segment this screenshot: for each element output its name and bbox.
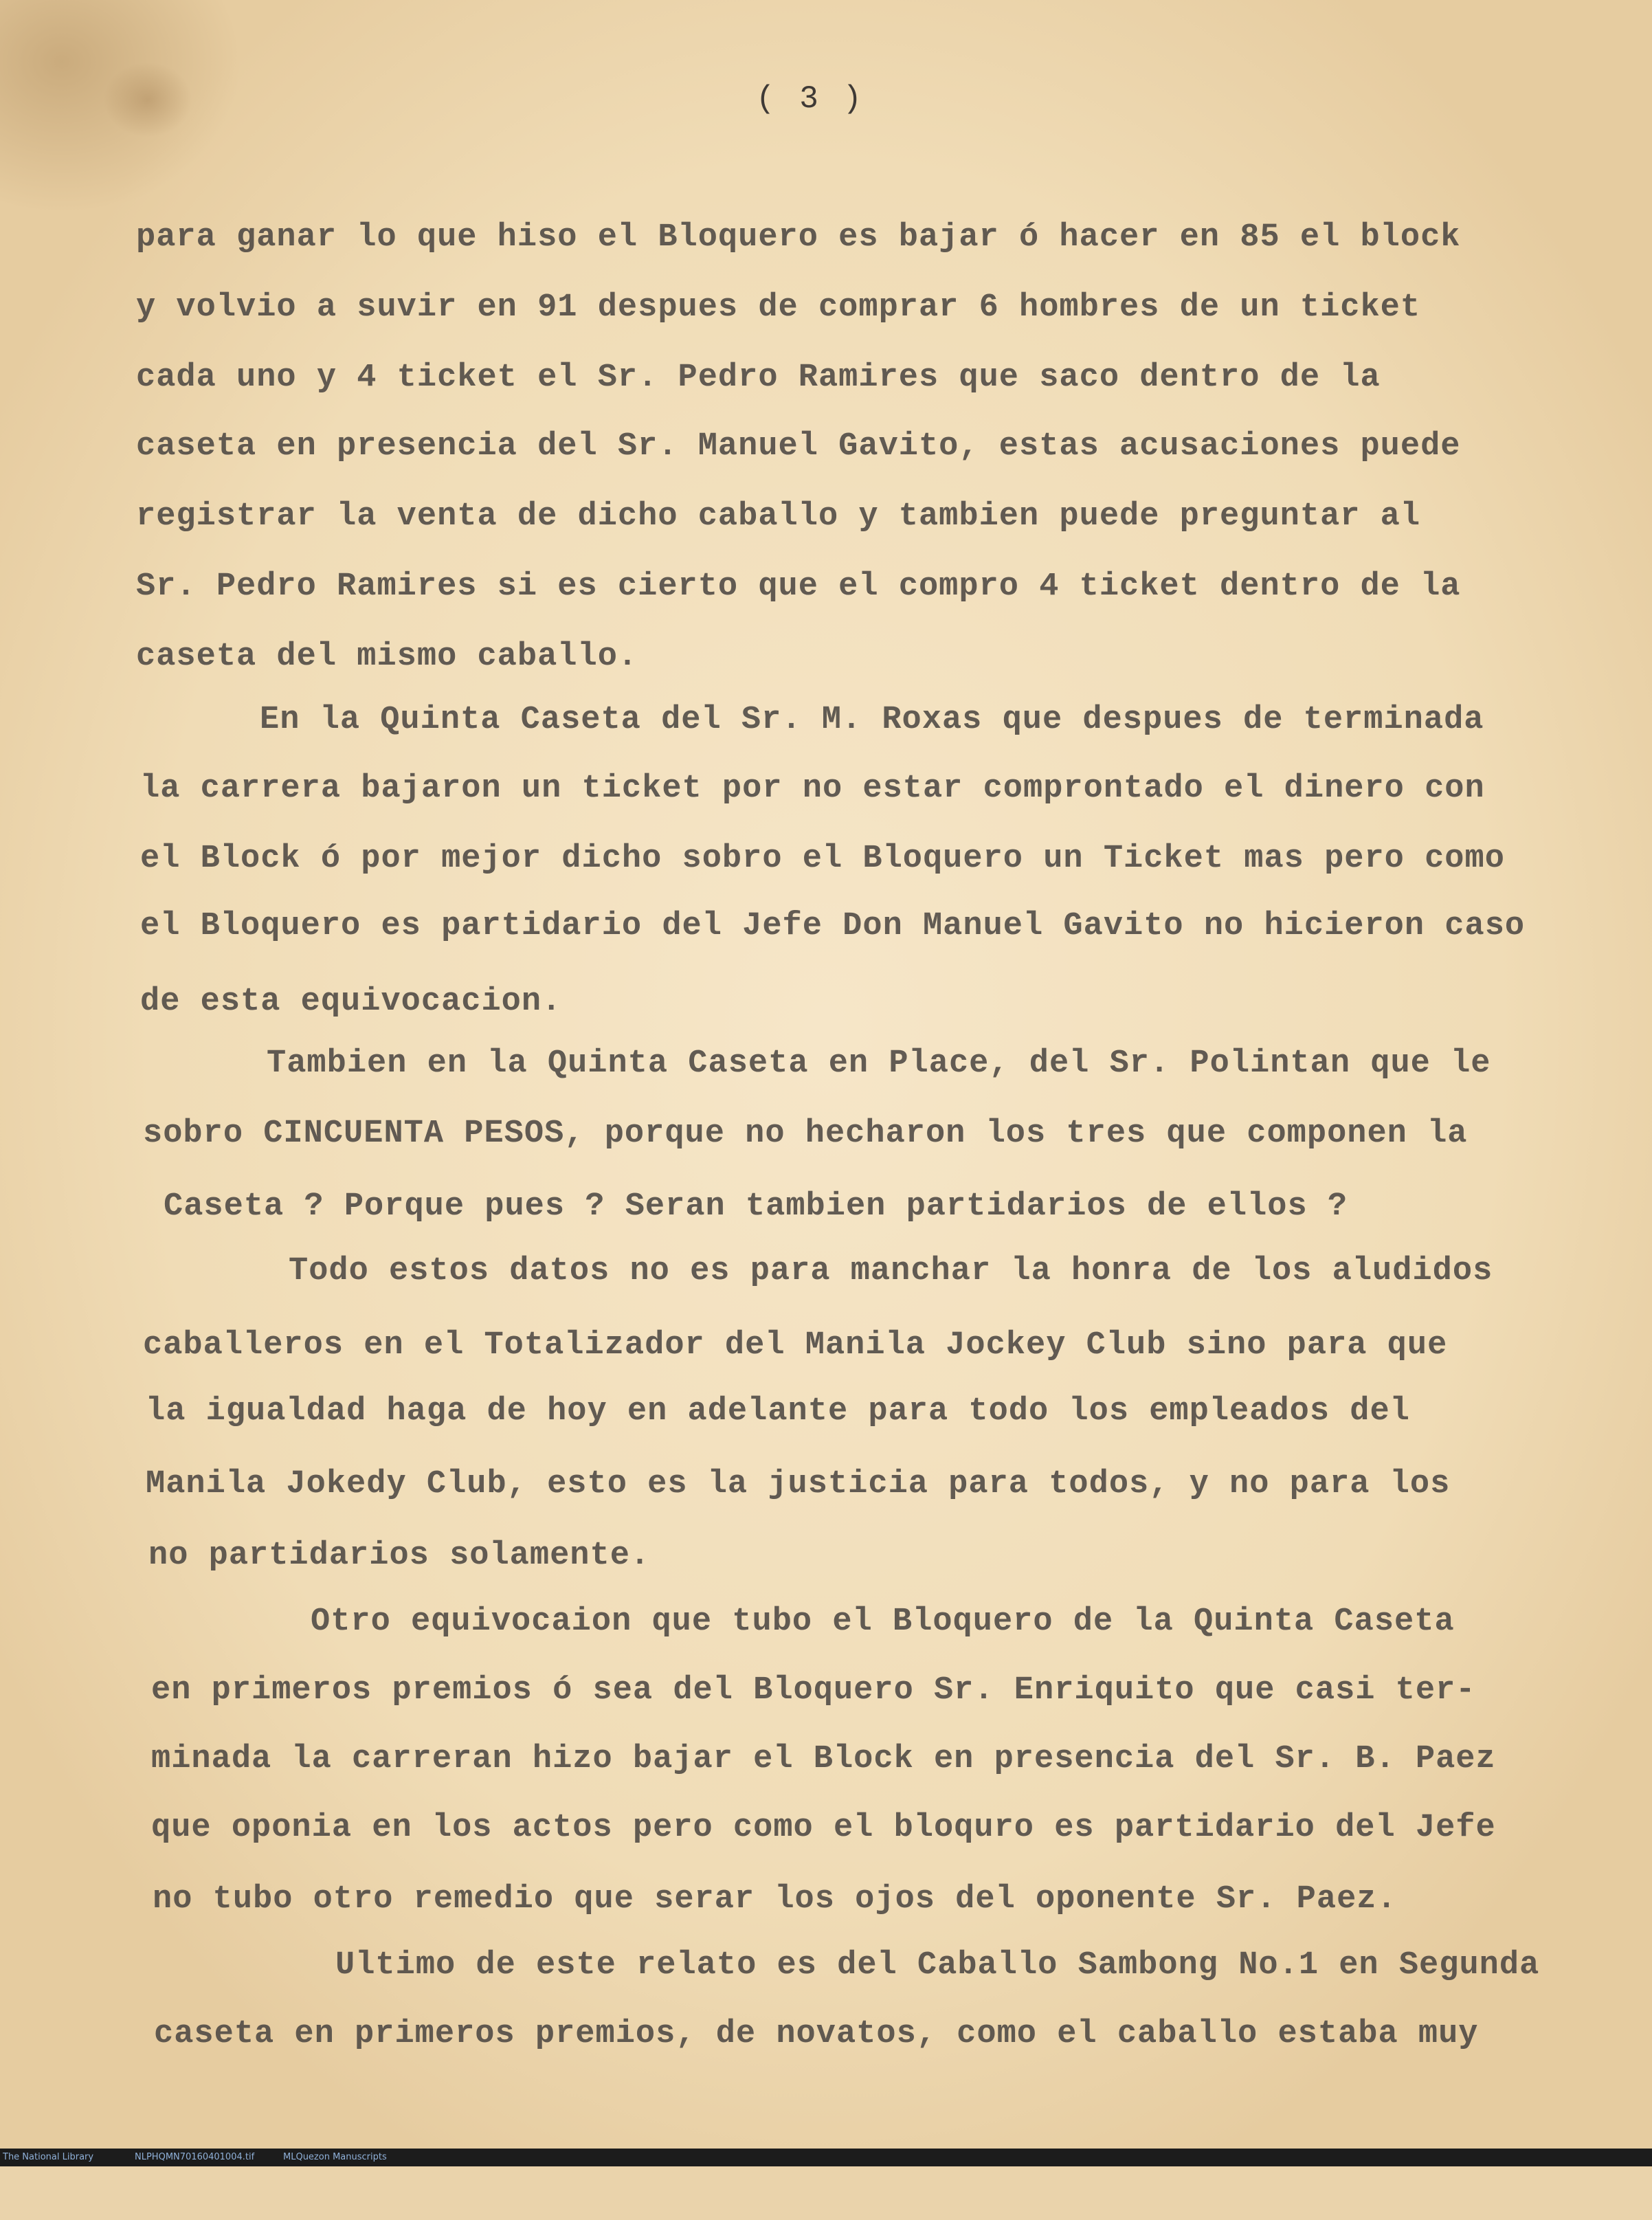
text-line: En la Quinta Caseta del Sr. M. Roxas que despues de terminada <box>260 702 1484 738</box>
footer-collection: MLQuezon Manuscripts <box>283 2152 387 2162</box>
text-line: Caseta ? Porque pues ? Seran tambien partidarios de ellos ? <box>164 1188 1348 1225</box>
text-line: caseta en presencia del Sr. Manuel Gavito, estas acusaciones puede <box>136 428 1461 465</box>
text-line: en primeros premios ó sea del Bloquero Sr. Enriquito que casi ter- <box>151 1672 1476 1709</box>
text-line: Ultimo de este relato es del Caballo Sambong No.1 en Segunda <box>335 1947 1540 1984</box>
text-line: registrar la venta de dicho caballo y tambien puede preguntar al <box>136 498 1421 535</box>
footer-library: The National Library <box>3 2152 94 2162</box>
archive-footer <box>0 2149 1652 2166</box>
text-line: la igualdad haga de hoy en adelante para todo los empleados del <box>146 1393 1410 1430</box>
text-line: Otro equivocaion que tubo el Bloquero de la Quinta Caseta <box>311 1603 1455 1640</box>
footer-file: NLPHQMN7016040100​4.tif <box>135 2152 255 2162</box>
text-line: Manila Jokedy Club, esto es la justicia para todos, y no para los <box>146 1466 1451 1502</box>
text-line: cada uno y 4 ticket el Sr. Pedro Ramires que saco dentro de la <box>136 359 1381 396</box>
text-line: caseta del mismo caballo. <box>136 639 638 675</box>
paper-stain <box>103 62 192 137</box>
text-line: que oponia en los actos pero como el bloquro es partidario del Jefe <box>151 1810 1496 1846</box>
text-line: de esta equivocacion. <box>140 984 562 1020</box>
text-line: caseta en primeros premios, de novatos, como el caballo estaba muy <box>154 2016 1479 2052</box>
text-line: no partidarios solamente. <box>148 1538 651 1574</box>
text-line: Todo estos datos no es para manchar la honra de los aludidos <box>289 1253 1493 1289</box>
text-line: Tambien en la Quinta Caseta en Place, del Sr. Polintan que le <box>267 1045 1491 1082</box>
text-line: el Block ó por mejor dicho sobro el Bloquero un Ticket mas pero como <box>140 841 1505 877</box>
text-line: no tubo otro remedio que serar los ojos del oponente Sr. Paez. <box>153 1881 1397 1918</box>
text-line: sobro CINCUENTA PESOS, porque no hecharon los tres que componen la <box>143 1115 1468 1152</box>
text-line: la carrera bajaron un ticket por no estar comprontado el dinero con <box>140 770 1485 807</box>
text-line: y volvio a suvir en 91 despues de comprar 6 hombres de un ticket <box>136 289 1421 326</box>
text-line: para ganar lo que hiso el Bloquero es bajar ó hacer en 85 el block <box>136 219 1461 256</box>
text-line: Sr. Pedro Ramires si es cierto que el compro 4 ticket dentro de la <box>136 568 1461 605</box>
text-line: caballeros en el Totalizador del Manila Jockey Club sino para que <box>143 1327 1448 1364</box>
page-number: ( 3 ) <box>756 81 865 117</box>
text-line: el Bloquero es partidario del Jefe Don Manuel Gavito no hicieron caso <box>140 908 1526 944</box>
text-line: minada la carreran hizo bajar el Block en presencia del Sr. B. Paez <box>151 1741 1496 1777</box>
